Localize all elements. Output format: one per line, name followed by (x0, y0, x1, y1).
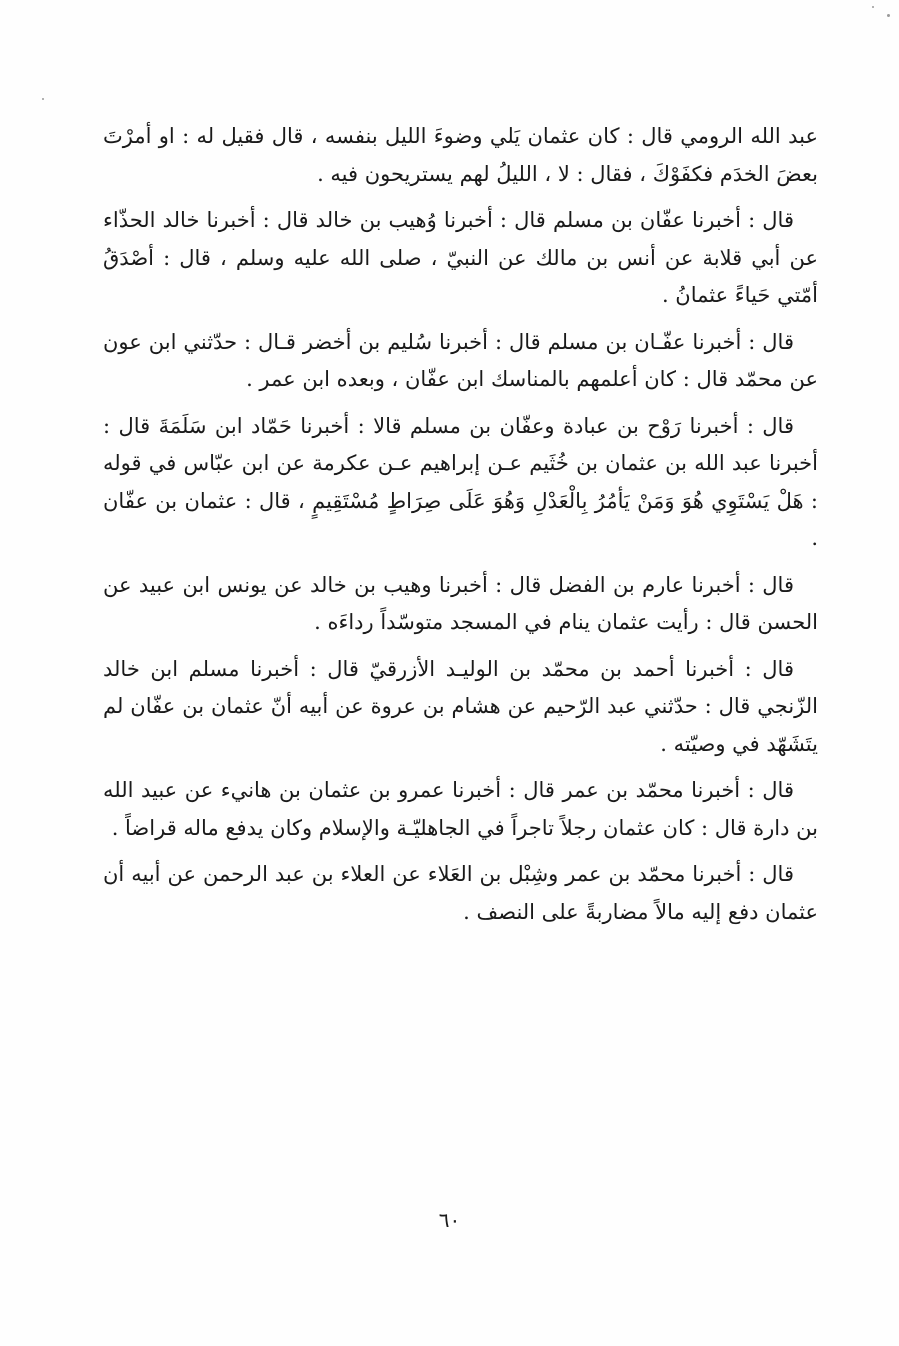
paragraph-1: عبد الله الرومي قال : كان عثمان يَلي وضوءَ الليل بنفسه ، قال فقيل له : او أمرْتَ بعضَ الخدَم فكفَوْكَ ، فقال : لا ، الليلُ لهم يستريحون فيه . (103, 124, 818, 186)
page-body-text (103, 118, 818, 940)
paragraph-3: قال : أخبرنا عفّـان بن مسلم قال : أخبرنا سُليم بن أخضر قـال : حدّثني ابن عون عن محمّد قال : كان أعلمهم بالمناسك ابن عفّان ، وبعده ابن عمر . (103, 329, 818, 391)
paragraph-7: قال : أخبرنا محمّد بن عمر قال : أخبرنا عمرو بن عثمان بن هانيء عن عبيد الله بن دارة قال : كان عثمان رجلاً تاجراً في الجاهليّـة والإسلام وكان يدفع ماله قراضاً . (103, 778, 818, 840)
paragraph-8: قال : أخبرنا محمّد بن عمر وشِبْل بن العَلاء عن العلاء بن عبد الرحمن عن أبيه أن عثمان دفع إليه مالاً مضاربةً على النصف . (103, 862, 818, 924)
scan-speck (872, 6, 874, 8)
paragraph-5: قال : أخبرنا عارم بن الفضل قال : أخبرنا وهيب بن خالد عن يونس ابن عبيد عن الحسن قال : رأيت عثمان ينام في المسجد متوسّداً رداءَه . (103, 572, 818, 634)
scan-speck (42, 98, 44, 100)
paragraph-6: قال : أخبرنا أحمد بن محمّد بن الوليـد الأزرقيّ قال : أخبرنا مسلم ابن خالد الزّنجي قال : حدّثني عبد الرّحيم عن هشام بن عروة عن أبيه أنّ عثمان بن عفّان لم يتَشَهّد في وصيّته . (103, 656, 818, 756)
paragraph-2: قال : أخبرنا عفّان بن مسلم قال : أخبرنا وُهيب بن خالد قال : أخبرنا خالد الحذّاء عن أبي قلابة عن أنس بن مالك عن النبيّ ، صلى الله عليه وسلم ، قال : أصْدَقُ أمّتي حَياءً عثمانُ . (103, 208, 818, 307)
page-number: ٦٠ (438, 1208, 461, 1232)
scan-speck (887, 14, 890, 17)
paragraph-4: قال : أخبرنا رَوْح بن عبادة وعفّان بن مسلم قالا : أخبرنا حَمّاد ابن سَلَمَةَ قال : أخبرنا عبد الله بن عثمان بن خُثَيم عـن إبراهيم عـن عكرمة عن ابن عبّاس في قوله : هَلْ يَسْتَوِي هُوَ وَمَنْ يَأمُرُ بِالْعَدْلِ وَهُوَ عَلَى صِرَاطٍ مُسْتَقِيمٍ ، قال : عثمان بن عفّان . (103, 413, 818, 550)
